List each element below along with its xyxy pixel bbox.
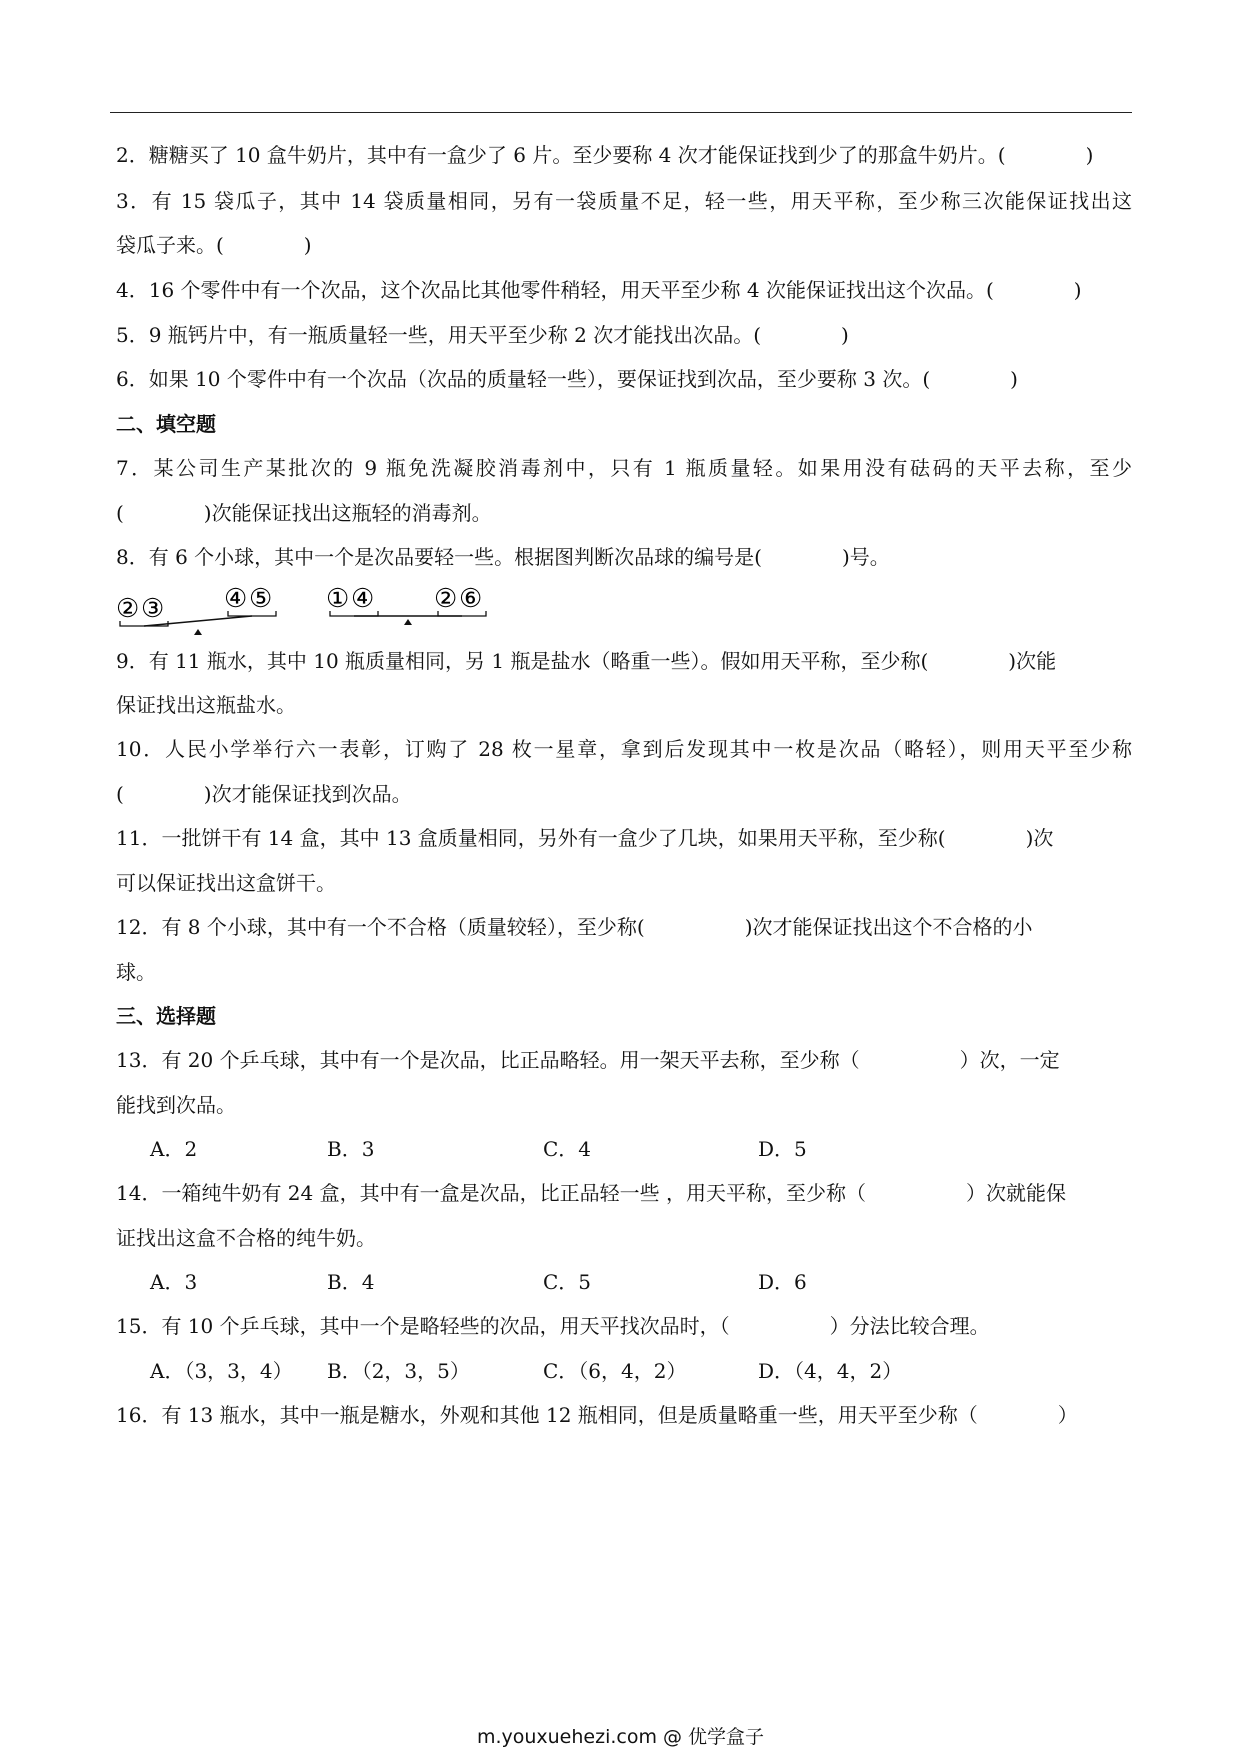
q14-option-d: D．6 [758,1270,807,1294]
section-fill-in-heading: 二、填空题 [116,412,216,436]
left-balance-right-ball-1: ④ [224,585,248,614]
question-12-line-2: 球。 [116,960,156,984]
question-10-line-2: ( )次才能保证找到次品。 [116,782,412,806]
question-3-line-2: 袋瓜子来。( ) [116,233,312,257]
q14-option-b: B．4 [327,1270,375,1294]
right-balance-right-ball-2: ⑥ [459,585,483,614]
right-balance-left-ball-2: ④ [351,585,375,614]
question-7-line-2: ( )次能保证找出这瓶轻的消毒剂。 [116,501,492,525]
question-9-line-2: 保证找出这瓶盐水。 [116,693,296,717]
question-16: 16．有 13 瓶水，其中一瓶是糖水，外观和其他 12 瓶相同，但是质量略重一些，用天平至少称（ ） [116,1403,1078,1427]
question-3-line-1: 3．有 15 袋瓜子，其中 14 袋质量相同，另有一袋质量不足，轻一些，用天平称，至少称三次能保证找出这 [116,189,1132,213]
left-balance-fulcrum [194,629,202,635]
question-2: 2．糖糖买了 10 盒牛奶片，其中有一盒少了 6 片。至少要称 4 次才能保证找到少了的那盒牛奶片。( ) [116,143,1094,167]
footer-watermark: m.youxuehezi.com @ 优学盒子 [476,1726,765,1748]
q14-option-a: A．3 [150,1270,198,1294]
section-choice-heading: 三、选择题 [116,1004,216,1028]
question-13-line-2: 能找到次品。 [116,1093,236,1117]
q15-option-d: D．（4，4，2） [758,1359,903,1383]
q13-option-d: D．5 [758,1137,807,1161]
q13-option-c: C．4 [543,1137,592,1161]
question-4: 4．16 个零件中有一个次品，这个次品比其他零件稍轻，用天平至少称 4 次能保证找出这个次品。( ) [116,278,1082,302]
question-5: 5．9 瓶钙片中，有一瓶质量轻一些，用天平至少称 2 次才能找出次品。( ) [116,323,849,347]
question-14-line-2: 证找出这盒不合格的纯牛奶。 [116,1226,376,1250]
q15-option-a: A．（3，3，4） [150,1359,293,1383]
header-rule [110,112,1132,113]
balance-figure [112,585,512,645]
left-balance-left-ball-1: ② [116,594,140,624]
q13-option-a: A．2 [150,1137,198,1161]
right-balance-right-ball-1: ② [434,585,458,614]
question-11-line-1: 11．一批饼干有 14 盒，其中 13 盒质量相同，另外有一盒少了几块，如果用天平称，至少称( )次 [116,826,1054,850]
question-11-line-2: 可以保证找出这盒饼干。 [116,871,336,895]
question-7-line-1: 7．某公司生产某批次的 9 瓶免洗凝胶消毒剂中，只有 1 瓶质量轻。如果用没有砝码的天平去称，至少 [116,456,1132,480]
q14-option-c: C．5 [543,1270,592,1294]
q15-option-b: B．（2，3，5） [327,1359,470,1383]
question-14-line-1: 14．一箱纯牛奶有 24 盒，其中有一盒是次品，比正品轻一些 ，用天平称，至少称（ ）次就能保 [116,1181,1066,1205]
question-13-line-1: 13．有 20 个乒乓球，其中有一个是次品，比正品略轻。用一架天平去称，至少称（ ）次，一定 [116,1048,1060,1072]
q15-option-c: C．（6，4，2） [543,1359,687,1383]
question-6: 6．如果 10 个零件中有一个次品（次品的质量轻一些），要保证找到次品，至少要称 3 次。( ) [116,367,1018,391]
question-15: 15．有 10 个乒乓球，其中一个是略轻些的次品，用天平找次品时，（ ）分法比较合理。 [116,1314,990,1338]
left-balance [116,585,276,635]
question-8: 8．有 6 个小球，其中一个是次品要轻一些。根据图判断次品球的编号是( )号。 [116,545,890,569]
question-10-line-1: 10．人民小学举行六一表彰，订购了 28 枚一星章，拿到后发现其中一枚是次品（略轻），则用天平至少称 [116,737,1132,761]
right-balance-fulcrum [404,619,412,625]
question-12-line-1: 12．有 8 个小球，其中有一个不合格（质量较轻），至少称( )次才能保证找出这个不合格的小 [116,915,1033,939]
left-balance-left-ball-2: ③ [141,594,165,624]
q13-option-b: B．3 [327,1137,375,1161]
right-balance-left-ball-1: ① [326,585,350,614]
right-balance [326,585,486,625]
question-9-line-1: 9．有 11 瓶水，其中 10 瓶质量相同，另 1 瓶是盐水（略重一些）。假如用天平称，至少称( )次能 [116,649,1057,673]
left-balance-right-ball-2: ⑤ [249,585,273,614]
